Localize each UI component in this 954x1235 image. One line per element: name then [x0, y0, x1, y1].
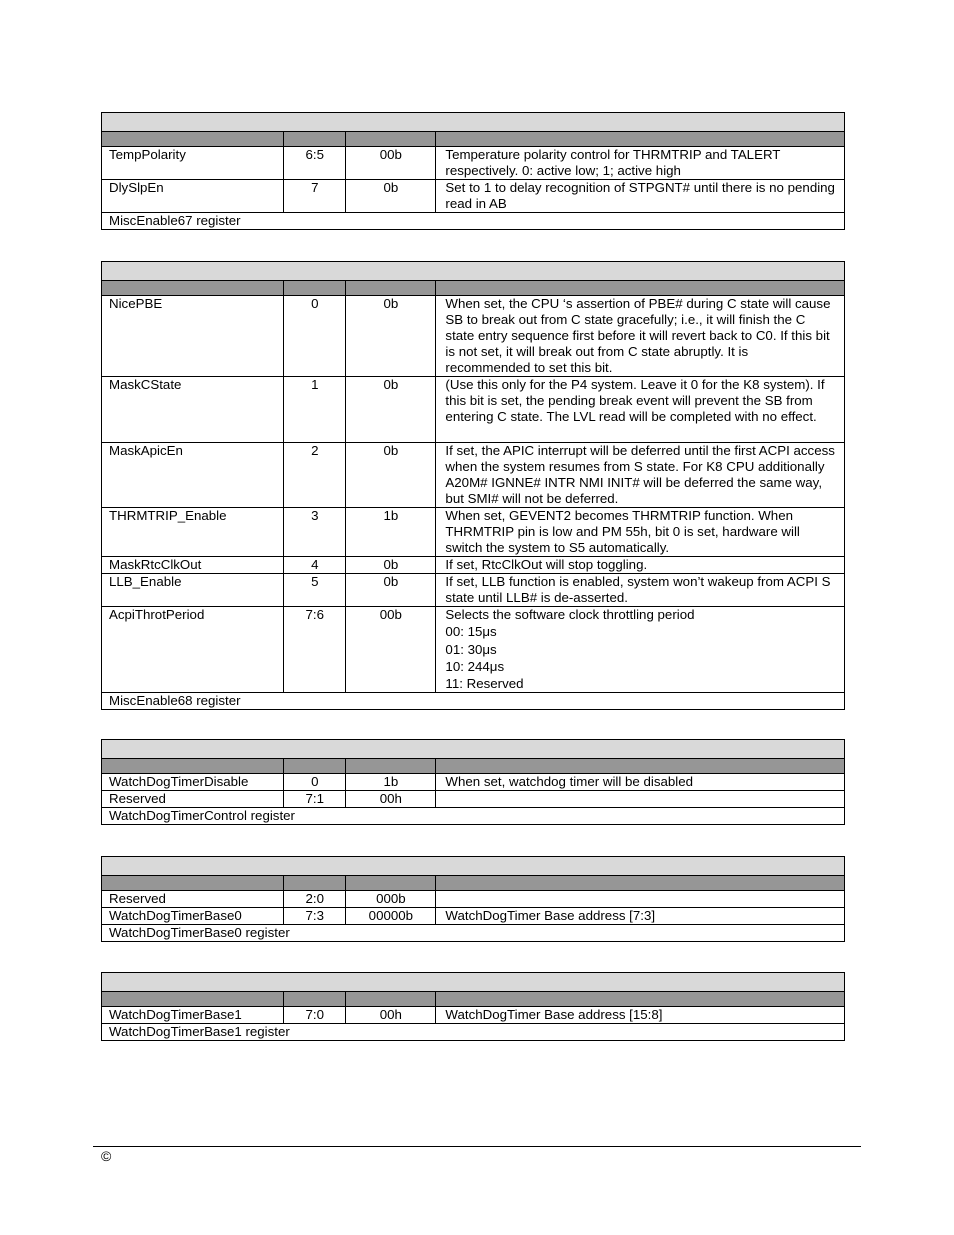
table-footer-label: MiscEnable68 register — [102, 692, 845, 709]
field-bits: 7:6 — [284, 607, 346, 693]
table-row — [102, 791, 845, 808]
field-default: 00000b — [346, 908, 436, 925]
table-title-bar — [102, 857, 845, 876]
description-line: 00: 15μs — [445, 624, 497, 639]
field-description: When set, GEVENT2 becomes THRMTRIP function. When THRMTRIP pin is low and PM 55h, bit 0 is set, hardware will switch the system to S5 automatically. — [436, 508, 845, 557]
description-line: 10: 244μs — [445, 659, 505, 674]
field-default: 0b — [346, 574, 436, 607]
field-name: MaskRtcClkOut — [102, 557, 284, 574]
field-description: WatchDogTimer Base address [7:3] — [436, 908, 845, 925]
table-row — [102, 574, 845, 607]
register-table-miscenable68 — [101, 261, 845, 710]
field-description — [436, 891, 845, 908]
field-default: 1b — [346, 774, 436, 791]
field-name: WatchDogTimerDisable — [102, 774, 284, 791]
field-default: 00b — [346, 147, 436, 180]
field-bits: 7:3 — [284, 908, 346, 925]
table-title-bar — [102, 973, 845, 992]
field-name: Reserved — [102, 791, 284, 808]
field-default: 0b — [346, 377, 436, 443]
description-line: Selects the software clock throttling period — [445, 607, 695, 622]
field-description: (Use this only for the P4 system. Leave it 0 for the K8 system). If this bit is set, the pending break event will prevent the SB from entering C state. The LVL read will be completed with no effect. — [436, 377, 845, 443]
field-bits: 1 — [284, 377, 346, 443]
description-line: 01: 30μs — [445, 641, 497, 657]
table-footer-label: WatchDogTimerBase0 register — [102, 925, 845, 942]
register-table-watchdogtimerbase1 — [101, 972, 845, 1041]
field-bits: 2 — [284, 443, 346, 508]
table-footer-label: WatchDogTimerBase1 register — [102, 1024, 845, 1041]
field-default: 0b — [346, 443, 436, 508]
table-row — [102, 891, 845, 908]
field-default: 0b — [346, 296, 436, 377]
table-row — [102, 443, 845, 508]
field-name: THRMTRIP_Enable — [102, 508, 284, 557]
field-default: 00h — [346, 791, 436, 808]
table-row — [102, 1007, 845, 1024]
field-description: Temperature polarity control for THRMTRIP and TALERT respectively. 0: active low; 1; active high — [436, 147, 845, 180]
field-description: If set, the APIC interrupt will be deferred until the first ACPI access when the system resumes from S state. For K8 CPU additionally A20M# IGNNE# INTR NMI INIT# will be deferred the same way, but SMI# will not be deferred. — [436, 443, 845, 508]
register-table-miscenable67 — [101, 112, 845, 230]
field-bits: 7:0 — [284, 1007, 346, 1024]
field-description: WatchDogTimer Base address [15:8] — [436, 1007, 845, 1024]
copyright-symbol: © — [101, 1148, 112, 1164]
table-row — [102, 147, 845, 180]
field-bits: 7 — [284, 180, 346, 213]
field-description: Set to 1 to delay recognition of STPGNT# until there is no pending read in AB — [436, 180, 845, 213]
field-name: MaskCState — [102, 377, 284, 443]
field-default: 000b — [346, 891, 436, 908]
field-bits: 7:1 — [284, 791, 346, 808]
field-name: Reserved — [102, 891, 284, 908]
table-row — [102, 508, 845, 557]
field-bits: 0 — [284, 296, 346, 377]
field-bits: 0 — [284, 774, 346, 791]
field-name: WatchDogTimerBase1 — [102, 1007, 284, 1024]
field-name: MaskApicEn — [102, 443, 284, 508]
field-description: If set, LLB function is enabled, system won’t wakeup from ACPI S state until LLB# is de-asserted. — [436, 574, 845, 607]
table-title-bar — [102, 113, 845, 132]
field-default: 0b — [346, 180, 436, 213]
table-row — [102, 377, 845, 443]
table-row — [102, 774, 845, 791]
field-bits: 4 — [284, 557, 346, 574]
field-description: When set, the CPU ‘s assertion of PBE# during C state will cause SB to break out from C state gracefully; i.e., it will finish the C state entry sequence first before it will revert back to C0. If this bit is not set, it will break out from C state abruptly. It is recommended to set this bit. — [436, 296, 845, 377]
field-default: 00b — [346, 607, 436, 693]
field-default: 00h — [346, 1007, 436, 1024]
table-row — [102, 908, 845, 925]
table-row — [102, 607, 845, 693]
field-name: TempPolarity — [102, 147, 284, 180]
table-title-bar — [102, 262, 845, 281]
field-bits: 3 — [284, 508, 346, 557]
field-bits: 6:5 — [284, 147, 346, 180]
table-row — [102, 180, 845, 213]
field-description: If set, RtcClkOut will stop toggling. — [436, 557, 845, 574]
field-bits: 2:0 — [284, 891, 346, 908]
field-name: DlySlpEn — [102, 180, 284, 213]
field-name: LLB_Enable — [102, 574, 284, 607]
register-table-watchdogtimerbase0 — [101, 856, 845, 942]
field-bits: 5 — [284, 574, 346, 607]
table-title-bar — [102, 740, 845, 759]
footer-divider — [93, 1146, 861, 1147]
field-name: WatchDogTimerBase0 — [102, 908, 284, 925]
field-default: 0b — [346, 557, 436, 574]
field-name: AcpiThrotPeriod — [102, 607, 284, 693]
field-default: 1b — [346, 508, 436, 557]
table-footer-label: WatchDogTimerControl register — [102, 808, 845, 825]
field-description: When set, watchdog timer will be disabled — [436, 774, 845, 791]
register-table-watchdogtimercontrol — [101, 739, 845, 825]
description-line: 11: Reserved — [445, 675, 524, 691]
field-description — [436, 791, 845, 808]
table-row — [102, 296, 845, 377]
field-name: NicePBE — [102, 296, 284, 377]
field-description — [436, 607, 845, 693]
table-row — [102, 557, 845, 574]
table-footer-label: MiscEnable67 register — [102, 213, 845, 230]
